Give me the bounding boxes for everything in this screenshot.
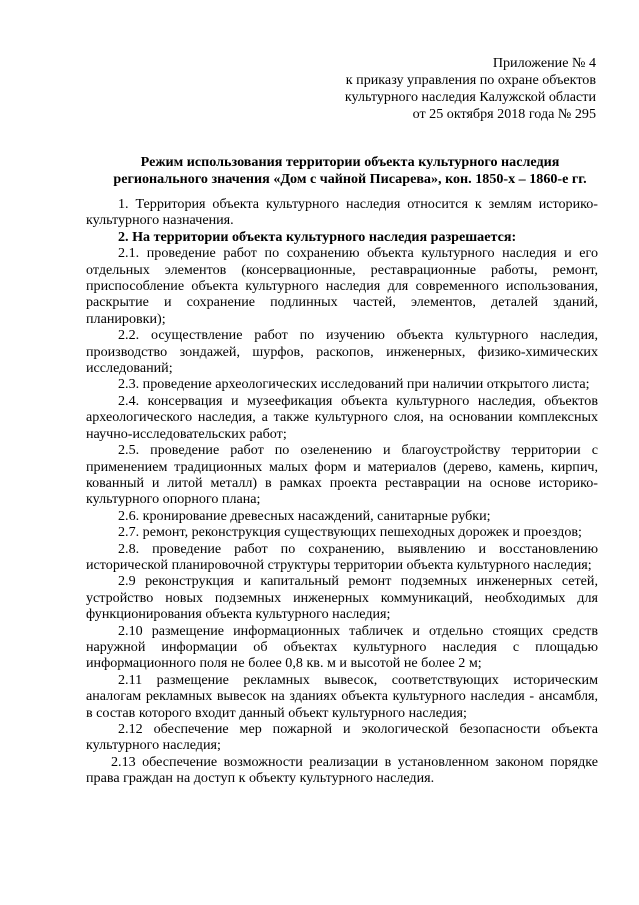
paragraph-2-3: 2.3. проведение археологических исследований при наличии открытого листа; <box>118 376 590 393</box>
header-line-3: культурного наследия Калужской области <box>344 89 596 105</box>
header-line-1: Приложение № 4 <box>492 55 596 71</box>
header-line-2: к приказу управления по охране объектов <box>345 72 596 88</box>
document-body <box>86 196 598 787</box>
appendix-header <box>290 55 596 123</box>
paragraph-2-12: 2.12 обеспечение мер пожарной и экологической безопасности объекта культурного наследия; <box>86 721 598 754</box>
paragraph-2-8: 2.8. проведение работ по сохранению, выявлению и восстановлению исторической планировочной структуры территории объекта культурного наследия; <box>86 540 598 573</box>
paragraph-2-5: 2.5. проведение работ по озеленению и благоустройству территории с применением традиционных малых форм и материалов (дерево, камень, кирпич, кованный и литой металл) в рамках проекта реставрации на основе историко-культурного опорного плана; <box>86 442 598 508</box>
title-line-1: Режим использования территории объекта культурного наследия <box>140 154 560 170</box>
paragraph-2-11: 2.11 размещение рекламных вывесок, соответствующих историческим аналогам рекламных вывесок на зданиях объекта культурного наследия - ансамбля, в состав которого входит данный объект культурного наследия; <box>86 671 598 721</box>
document-title <box>80 154 620 188</box>
paragraph-2-9: 2.9 реконструкция и капитальный ремонт подземных инженерных сетей, устройство новых подземных инженерных коммуникаций, необходимых для функционирования объекта культурного наследия; <box>86 573 598 623</box>
paragraph-2-13: 2.13 обеспечение возможности реализации в установленном законом порядке права граждан на доступ к объекту культурного наследия. <box>86 753 598 787</box>
paragraph-2-6: 2.6. кронирование древесных насаждений, санитарные рубки; <box>118 507 491 524</box>
paragraph-2-1: 2.1. проведение работ по сохранению объекта культурного наследия и его отдельных элементов (консервационные, реставрационные работы, ремонт, приспособление объекта культурного наследия для современного использования, раскрытие и сохранение подлинных частей, элементов, деталей зданий, планировки); <box>86 245 598 327</box>
header-line-4: от 25 октября 2018 года № 295 <box>412 106 596 122</box>
paragraph-2-2: 2.2. осуществление работ по изучению объекта культурного наследия, производство зондажей, шурфов, раскопов, инженерных, физико-химических исследований; <box>86 327 598 377</box>
paragraph-2-10: 2.10 размещение информационных табличек и отдельно стоящих средств наружной информации об объектах культурного наследия с площадью информационного поля не более 0,8 кв. м и высотой не более 2 м; <box>86 622 598 672</box>
paragraph-2-4: 2.4. консервация и музеефикация объекта культурного наследия, объектов археологического наследия, а также культурного слоя, на основании комплексных научно-исследовательских работ; <box>86 392 598 442</box>
paragraph-2-7: 2.7. ремонт, реконструкция существующих пешеходных дорожек и проездов; <box>118 524 582 541</box>
title-line-2: регионального значения «Дом с чайной Писарева», кон. 1850-х – 1860-е гг. <box>113 171 587 187</box>
paragraph-2-heading: 2. На территории объекта культурного наследия разрешается: <box>118 228 517 245</box>
paragraph-1: 1. Территория объекта культурного наследия относится к землям историко-культурного назначения. <box>86 196 598 229</box>
